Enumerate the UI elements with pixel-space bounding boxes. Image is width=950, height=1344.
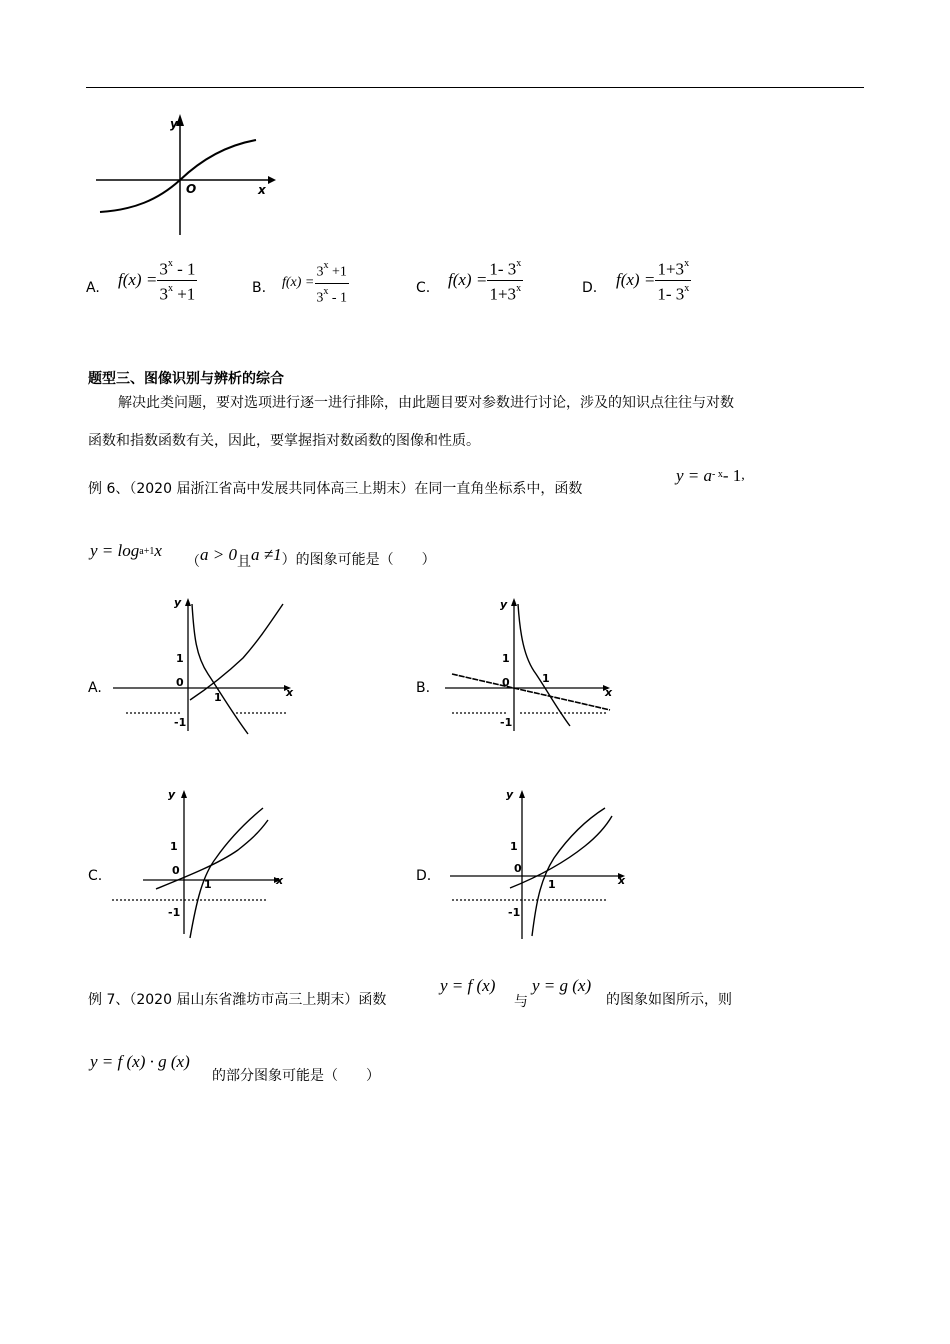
header-rule (86, 87, 864, 88)
section-heading: 题型三、图像识别与辨析的综合 (88, 371, 284, 387)
ex6-option-a: A. (88, 680, 102, 696)
option-b-lhs: f(x) = (282, 275, 315, 291)
ex6-graph-b (440, 596, 630, 736)
ex6-graph-c (108, 784, 298, 944)
option-d-formula (616, 256, 691, 304)
ex7-intro: 例 7、（2020 届山东省潍坊市高三上期末）函数 (88, 992, 387, 1008)
svg-text:y: y (506, 788, 514, 801)
x-axis-arrow (268, 176, 276, 184)
option-c-formula (448, 256, 523, 304)
svg-text:1: 1 (214, 691, 222, 704)
ex7-g: y = g (x) (532, 976, 592, 995)
ex6-intro: 例 6、（2020 届浙江省高中发展共同体高三上期末）在同一直角坐标系中，函数 (88, 481, 583, 497)
origin-label: O (186, 182, 197, 196)
option-a-fraction: $\frac{3^x - 1}{3^x +1}$ (159, 258, 196, 304)
ex6-comma: , (741, 468, 745, 483)
option-c-lhs: f(x) = (448, 270, 488, 290)
svg-text:-1: -1 (508, 906, 521, 919)
q-options-row (86, 256, 786, 306)
svg-text:0: 0 (176, 676, 184, 689)
ex6-graph-d (440, 784, 630, 944)
svg-text:1: 1 (542, 672, 550, 685)
svg-text:-1: -1 (500, 716, 513, 729)
svg-text:1: 1 (548, 878, 556, 891)
svg-text:x: x (618, 874, 626, 887)
x-label: x (258, 183, 266, 197)
ex7-and: 与 (514, 994, 528, 1010)
option-d-fraction: $\frac{1+3^x}{1- 3^x}$ (657, 258, 690, 304)
option-d-lhs: f(x) = (616, 270, 656, 290)
ex7-tail: 的图象如图所示，则 (606, 992, 732, 1008)
ex7-question: 的部分图象可能是（ ） (212, 1068, 380, 1084)
y-label: y (170, 117, 178, 131)
svg-text:y: y (500, 598, 508, 611)
option-b-letter: B. (252, 280, 267, 296)
svg-text:x: x (286, 686, 294, 699)
svg-text:1: 1 (204, 878, 212, 891)
option-b-formula (282, 258, 349, 308)
svg-text:-1: -1 (168, 906, 181, 919)
svg-text:1: 1 (510, 840, 518, 853)
svg-text:0: 0 (172, 864, 180, 877)
ex6-condition: （ a > 0 且 a ≠1 ）的图象可能是（ ） (186, 545, 436, 570)
option-a-formula (118, 256, 197, 304)
svg-text:1: 1 (170, 840, 178, 853)
svg-text:x: x (276, 874, 284, 887)
option-d-letter: D. (582, 280, 598, 296)
svg-text:x: x (605, 686, 613, 699)
ex6-f1: y = a $^{- x}$ - 1 , (676, 466, 745, 485)
option-a-lhs: f(x) = (118, 270, 158, 290)
ex7-f: y = f (x) (440, 976, 496, 995)
svg-text:y: y (168, 788, 176, 801)
option-b-fraction: $\frac{3^x +1}{3^x - 1}$ (316, 260, 348, 306)
section-para-line2: 函数和指数函数有关，因此，要掌握指对数函数的图像和性质。 (88, 433, 480, 449)
sigmoid-curve (100, 140, 256, 212)
svg-text:-1: -1 (174, 716, 187, 729)
ex7-product: y = f (x) · g (x) (90, 1052, 190, 1071)
svg-text:y: y (174, 596, 182, 609)
svg-text:1: 1 (176, 652, 184, 665)
option-a-letter: A. (86, 280, 100, 296)
svg-text:1: 1 (502, 652, 510, 665)
ex6-option-c: C. (88, 868, 103, 884)
ex6-f2: y = log a+1 x (90, 541, 162, 560)
option-c-letter: C. (416, 280, 431, 296)
svg-text:0: 0 (502, 676, 510, 689)
option-c-fraction: $\frac{1- 3^x}{1+3^x}$ (489, 258, 522, 304)
ex6-option-b: B. (416, 680, 431, 696)
ex6-option-d: D. (416, 868, 432, 884)
ex6-graph-a (108, 596, 298, 736)
sigmoid-graph (88, 110, 288, 240)
section-para-line1: 解决此类问题，要对选项进行逐一进行排除，由此题目要对参数进行讨论，涉及的知识点往往与对数 (118, 395, 734, 411)
svg-text:0: 0 (514, 862, 522, 875)
